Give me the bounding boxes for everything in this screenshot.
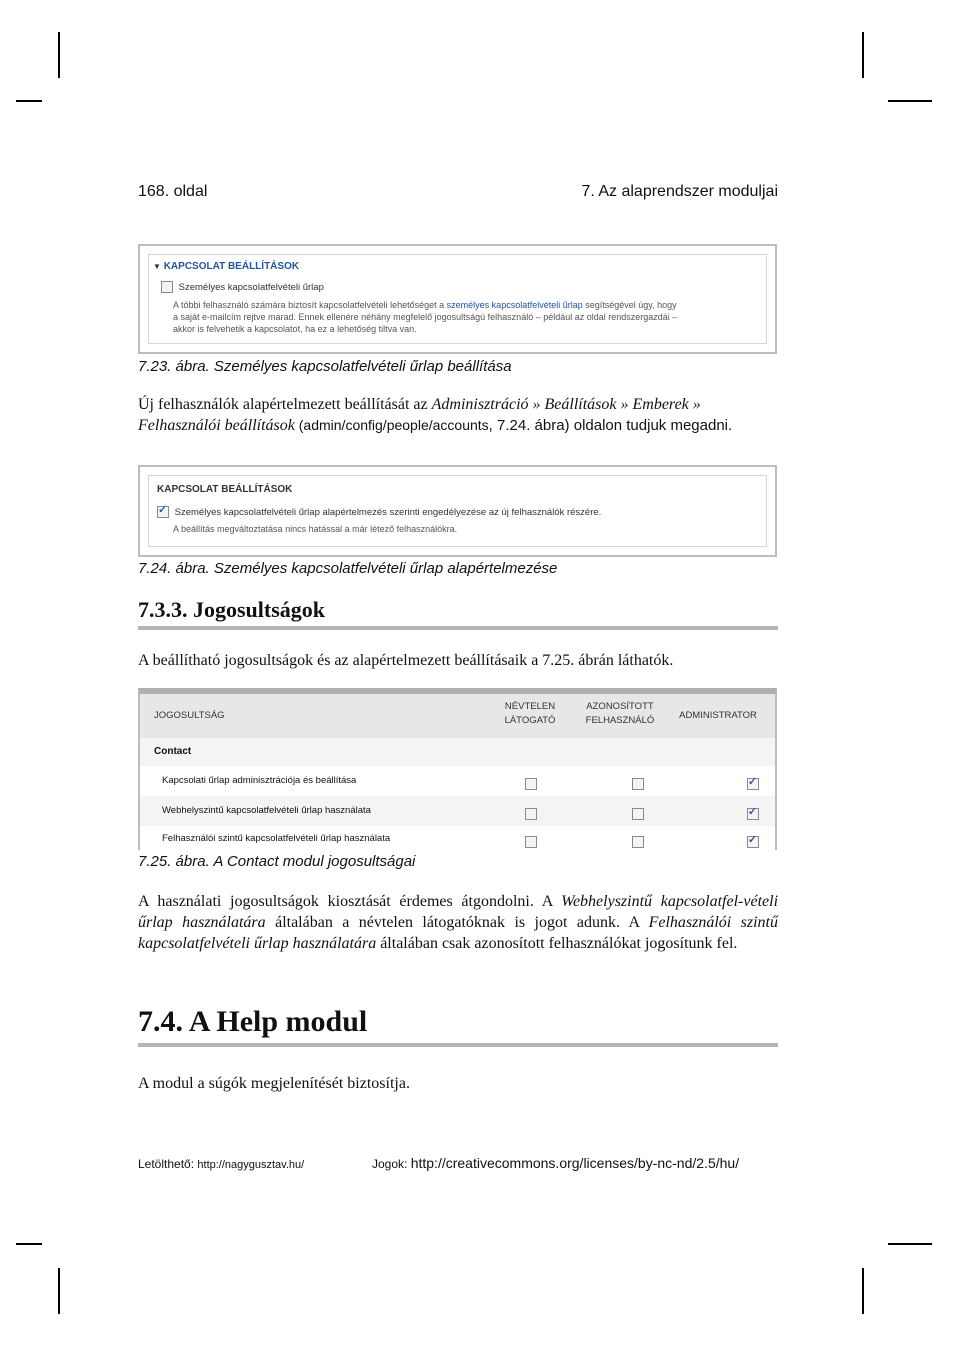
page-number: 168. oldal [138, 183, 208, 200]
checkbox-label: Személyes kapcsolatfelvételi űrlap alapértelmezés szerinti engedélyezése az új felhasználók részére. [174, 506, 602, 518]
paragraph: Új felhasználók alapértelmezett beállítását az Adminisztráció » Beállítások » Emberek » Felhasználói beállítások (admin/config/people/accounts, 7.24. ábra) oldalon tudjuk megadni. [138, 396, 733, 434]
figure-caption: 7.24. ábra. Személyes kapcsolatfelvételi űrlap alapértelmezése [138, 560, 558, 577]
figure-user-default [138, 465, 777, 557]
checkbox-label: Személyes kapcsolatfelvételi űrlap [178, 281, 324, 293]
crop-mark [862, 32, 864, 78]
section-heading: 7.3.3. Jogosultságok [138, 597, 326, 622]
fieldset-legend: KAPCSOLAT BEÁLLÍTÁSOK [157, 484, 293, 495]
crop-mark [16, 100, 42, 102]
anon-checkbox[interactable] [525, 778, 537, 790]
column-header-administrator: ADMINISTRATOR [679, 710, 757, 721]
crop-mark [58, 1268, 60, 1314]
permission-label: Felhasználói szintű kapcsolatfelvételi űrlap használata [162, 833, 391, 844]
column-header-authenticated: AZONOSÍTOTT FELHASZNÁLÓ [585, 701, 655, 726]
anon-checkbox[interactable] [525, 808, 537, 820]
crop-mark [862, 1268, 864, 1314]
section-heading: 7.4. A Help modul [138, 1005, 368, 1038]
menu-path: Adminisztráció » Beállítások » Emberek » Felhasználói beállítások [138, 396, 701, 434]
anon-checkbox[interactable] [525, 836, 537, 848]
module-row [140, 738, 775, 767]
description-line: A többi felhasználó számára biztosít kapcsolatfelvételi lehetőséget a személyes kapcsolatfelvételi űrlap segítségével úgy, hogy [173, 300, 677, 310]
heading-rule [138, 1043, 778, 1047]
chapter-title: 7. Az alaprendszer moduljai [581, 183, 778, 200]
download-link[interactable]: http://nagygusztav.hu/ [197, 1159, 305, 1171]
fieldset-legend[interactable]: KAPCSOLAT BEÁLLÍTÁSOK [163, 261, 300, 272]
description-line: akkor is felvehetik a kapcsolatot, ha ez a lehetőség tiltva van. [173, 324, 417, 334]
table-row [140, 826, 775, 850]
crop-mark [888, 100, 932, 102]
contact-form-link[interactable]: személyes kapcsolatfelvételi űrlap [446, 300, 583, 310]
default-contact-checkbox[interactable] [157, 506, 169, 518]
figure-contact-settings [138, 244, 777, 354]
paragraph: A használati jogosultságok kiosztását érdemes átgondolni. A Webhelyszintű kapcsolatfel-vételi űrlap használatára általában a névtelen látogatóknak is jogot adunk. A Felhasználói szintű kapcsolatfelvételi űrlap használatára általában csak azonosított felhasználókat jogosítunk fel. [138, 893, 779, 952]
admin-url: (admin/config/people/accounts [294, 417, 489, 433]
crop-mark [58, 32, 60, 78]
description: A beállítás megváltoztatása nincs hatással a már létező felhasználókra. [173, 524, 458, 534]
description-line: a saját e-mailcím rejtve marad. Ennek ellenére néhány megfelelő jogosultságú felhasználó – például az oldal rendszergazdái – [173, 312, 678, 322]
permission-label: Kapcsolati űrlap adminisztrációja és beállítása [162, 775, 357, 786]
module-name: Contact [154, 746, 192, 757]
figure-permissions-table [138, 688, 777, 850]
paragraph: A modul a súgók megjelenítését biztosítja. [138, 1075, 410, 1092]
collapse-arrow-icon[interactable]: ▼ [153, 262, 161, 271]
admin-checkbox[interactable] [747, 808, 759, 820]
crop-mark [888, 1243, 932, 1245]
column-header-permission: JOGOSULTSÁG [154, 710, 225, 721]
figure-caption: 7.25. ábra. A Contact modul jogosultságai [138, 853, 416, 870]
admin-checkbox[interactable] [747, 778, 759, 790]
paragraph: A beállítható jogosultságok és az alapértelmezett beállításaik a 7.25. ábrán láthatók. [138, 652, 674, 669]
auth-checkbox[interactable] [632, 808, 644, 820]
column-header-anonymous: NÉVTELEN LÁTOGATÓ [504, 701, 556, 726]
permission-label: Webhelyszintű kapcsolatfelvételi űrlap használata [162, 805, 371, 816]
admin-checkbox[interactable] [747, 836, 759, 848]
footer-left: Letölthető: http://nagygusztav.hu/ [138, 1157, 305, 1171]
contact-form-checkbox[interactable] [161, 281, 173, 293]
license-link[interactable]: http://creativecommons.org/licenses/by-nc-nd/2.5/hu/ [410, 1155, 740, 1171]
auth-checkbox[interactable] [632, 836, 644, 848]
heading-rule [138, 626, 778, 630]
figure-caption: 7.23. ábra. Személyes kapcsolatfelvételi űrlap beállítása [138, 358, 512, 375]
crop-mark [16, 1243, 42, 1245]
table-row [140, 766, 775, 797]
table-row [140, 796, 775, 827]
auth-checkbox[interactable] [632, 778, 644, 790]
footer-right: Jogok: http://creativecommons.org/licenses/by-nc-nd/2.5/hu/ [372, 1155, 740, 1171]
